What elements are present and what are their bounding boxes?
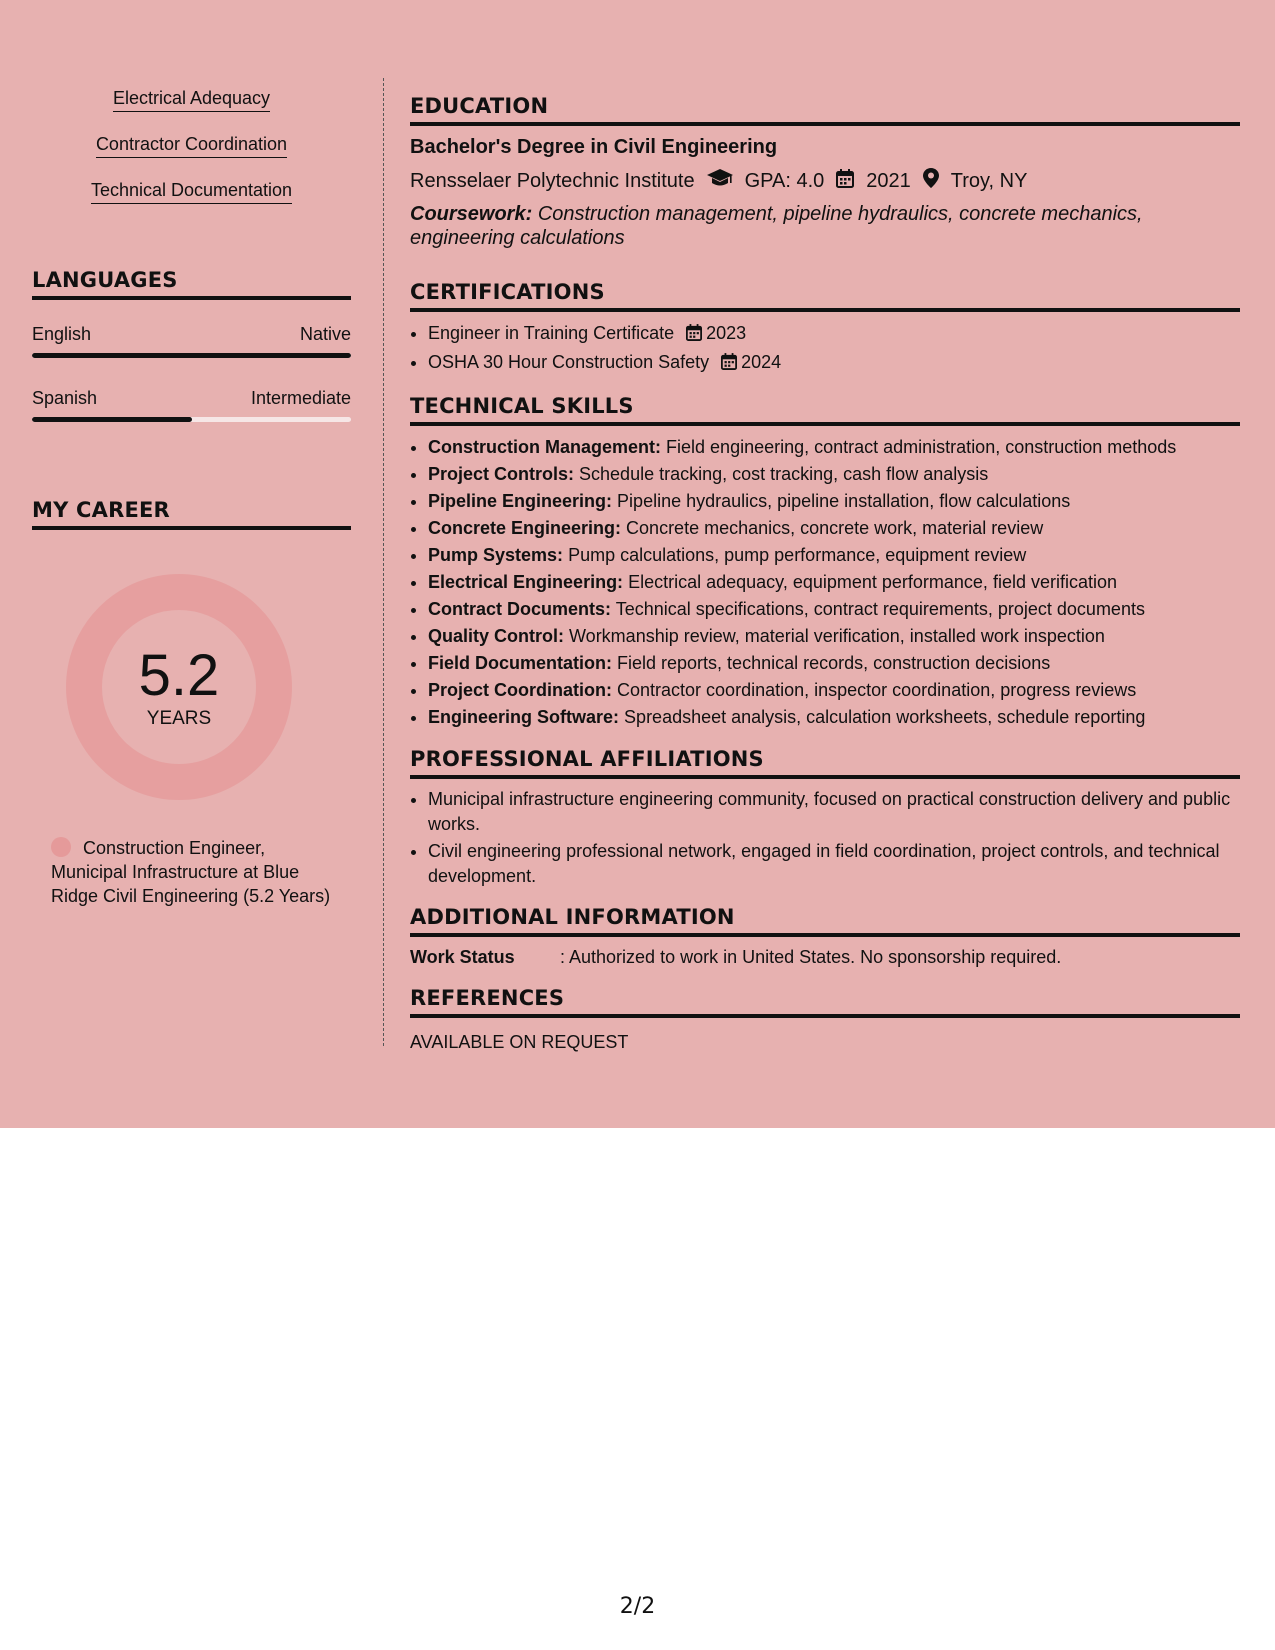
school-location: Troy, NY xyxy=(950,169,1028,192)
coursework-label: Coursework: xyxy=(410,203,533,225)
location-pin-icon xyxy=(923,168,939,194)
education-details xyxy=(410,168,1240,194)
skill-label: Construction Management: xyxy=(428,437,662,457)
page-number: 2/2 xyxy=(619,1594,656,1619)
affiliations-section xyxy=(410,747,1240,889)
certification-year: 2023 xyxy=(706,323,747,343)
coursework-text: Construction management, pipeline hydraulics, concrete mechanics, engineering calculations xyxy=(410,203,1143,249)
career-heading: MY CAREER xyxy=(32,498,351,530)
skill-label: Project Controls: xyxy=(428,464,575,484)
work-status-value: : Authorized to work in United States. No sponsorship required. xyxy=(560,947,1062,967)
skill-text: Pipeline hydraulics, pipeline installation, flow calculations xyxy=(617,491,1071,511)
language-level: Native xyxy=(299,324,351,344)
certification-name: OSHA 30 Hour Construction Safety xyxy=(428,352,710,372)
coursework xyxy=(410,202,1240,250)
skill-item xyxy=(428,515,1240,542)
work-status-label: Work Status xyxy=(410,947,515,967)
language-bar xyxy=(32,353,351,358)
skill-label: Electrical Engineering: xyxy=(428,572,624,592)
career-donut xyxy=(66,574,292,800)
technical-skills-heading: TECHNICAL SKILLS xyxy=(410,394,1240,426)
references-section xyxy=(410,986,1240,1053)
career-item-text: Construction Engineer, Municipal Infrastructure at Blue Ridge Civil Engineering (5.2 Years) xyxy=(51,838,331,906)
skill-text: Concrete mechanics, concrete work, material review xyxy=(626,518,1044,538)
affiliation-item: • Civil engineering professional network, engaged in field coordination, project controls, and technical development. xyxy=(428,839,1240,889)
certifications-section xyxy=(410,280,1240,378)
skill-item xyxy=(428,434,1240,461)
skill-label: Engineering Software: xyxy=(428,707,620,727)
skill-item xyxy=(428,650,1240,677)
skill-text: Field reports, technical records, construction decisions xyxy=(617,653,1051,673)
additional-info-section xyxy=(410,905,1240,968)
certification-year: 2024 xyxy=(741,352,782,372)
certifications-list xyxy=(410,320,1240,378)
skill-link-technical-documentation[interactable]: Technical Documentation xyxy=(91,180,292,204)
additional-info-heading: ADDITIONAL INFORMATION xyxy=(410,905,1240,937)
skill-label: Pipeline Engineering: xyxy=(428,491,613,511)
skill-link-electrical-adequacy[interactable]: Electrical Adequacy xyxy=(113,88,270,112)
degree-title: Bachelor's Degree in Civil Engineering xyxy=(410,136,778,158)
skill-label: Quality Control: xyxy=(428,626,564,646)
graduation-year: 2021 xyxy=(866,169,911,192)
skill-text: Spreadsheet analysis, calculation worksheets, schedule reporting xyxy=(624,707,1146,727)
languages-heading: LANGUAGES xyxy=(32,268,351,300)
column-divider xyxy=(383,78,384,1046)
language-english xyxy=(32,324,351,358)
skill-item xyxy=(428,704,1240,731)
graduation-cap-icon xyxy=(707,169,733,193)
career-item xyxy=(51,836,331,908)
language-name: Spanish xyxy=(32,388,98,408)
skill-links xyxy=(32,78,351,216)
skill-text: Electrical adequacy, equipment performance, field verification xyxy=(628,572,1117,592)
school-name: Rensselaer Polytechnic Institute xyxy=(410,169,695,192)
skill-item xyxy=(428,488,1240,515)
skill-item xyxy=(428,596,1240,623)
affiliations-heading: PROFESSIONAL AFFILIATIONS xyxy=(410,747,1240,779)
skill-text: Technical specifications, contract requirements, project documents xyxy=(615,599,1145,619)
education-section xyxy=(410,94,1240,250)
skill-link-contractor-coordination[interactable]: Contractor Coordination xyxy=(96,134,287,158)
skill-text: Workmanship review, material verification, installed work inspection xyxy=(569,626,1105,646)
certifications-heading: CERTIFICATIONS xyxy=(410,280,1240,312)
education-heading: EDUCATION xyxy=(410,94,1240,126)
skill-text: Pump calculations, pump performance, equipment review xyxy=(568,545,1027,565)
skill-item xyxy=(428,461,1240,488)
skill-label: Field Documentation: xyxy=(428,653,612,673)
skill-item xyxy=(428,677,1240,704)
sidebar xyxy=(32,78,351,908)
language-spanish xyxy=(32,388,351,422)
skill-item xyxy=(428,542,1240,569)
skill-label: Project Coordination: xyxy=(428,680,612,700)
technical-skills-list xyxy=(410,434,1240,731)
language-name: English xyxy=(32,324,92,344)
skill-label: Contract Documents: xyxy=(428,599,612,619)
references-heading: REFERENCES xyxy=(410,986,1240,1018)
skill-text: Contractor coordination, inspector coordination, progress reviews xyxy=(617,680,1137,700)
language-bar-fill xyxy=(32,353,351,358)
skill-label: Pump Systems: xyxy=(428,545,564,565)
main-column xyxy=(410,78,1240,1053)
technical-skills-section xyxy=(410,394,1240,731)
language-level: Intermediate xyxy=(250,388,351,408)
skill-label: Concrete Engineering: xyxy=(428,518,622,538)
certification-item xyxy=(428,320,1240,349)
gpa: GPA: 4.0 xyxy=(744,169,825,192)
work-status-row xyxy=(410,947,1240,968)
language-bar-fill xyxy=(32,417,192,422)
skill-text: Schedule tracking, cost tracking, cash flow analysis xyxy=(579,464,989,484)
career-unit: YEARS xyxy=(146,708,212,729)
references-text: AVAILABLE ON REQUEST xyxy=(410,1032,629,1052)
career-dot-icon xyxy=(51,837,71,857)
certification-item xyxy=(428,349,1240,378)
career-total-years: 5.2 xyxy=(138,643,220,708)
skill-text: Field engineering, contract administration, construction methods xyxy=(666,437,1177,457)
calendar-icon xyxy=(836,169,854,194)
affiliation-item: • Municipal infrastructure engineering community, focused on practical construction delivery and public works. xyxy=(428,787,1240,837)
calendar-icon xyxy=(686,322,702,349)
skill-item xyxy=(428,623,1240,650)
certification-name: Engineer in Training Certificate xyxy=(428,323,675,343)
calendar-icon xyxy=(721,351,737,378)
skill-item xyxy=(428,569,1240,596)
affiliations-list xyxy=(410,787,1240,889)
language-bar xyxy=(32,417,351,422)
